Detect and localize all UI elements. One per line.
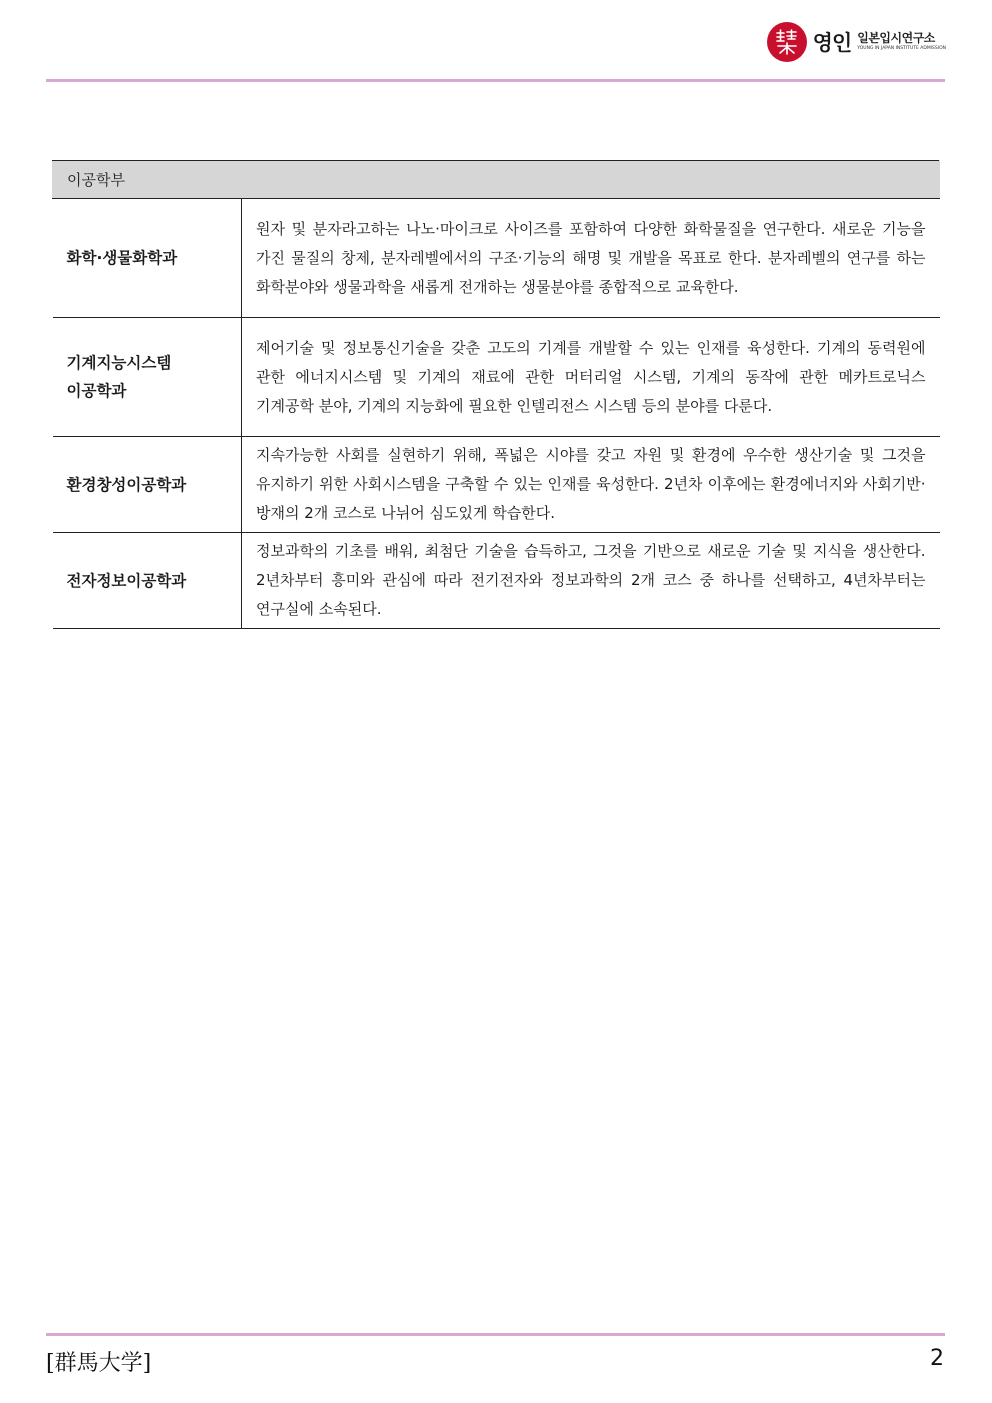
department-name (53, 199, 242, 318)
brand-name: 영인 (812, 31, 852, 55)
department-name-line: 환경창성이공학과 (66, 475, 187, 494)
department-description: 원자 및 분자라고하는 나노·마이크로 사이즈를 포함하여 다양한 화학물질을 연구한다. 새로운 기능을 가진 물질의 창제, 분자레벨에서의 구조·기능의 해명 및 개발을 목표로 한다. 분자레벨의 연구를 하는 화학분야와 생물과학을 새롭게 전개하는 생물분야를 종합적으로 교육한다. (242, 199, 940, 318)
department-name-line: 전자정보이공학과 (66, 571, 187, 590)
header-divider (46, 79, 945, 82)
brand-subtitle-block (857, 32, 946, 52)
table-header-row (53, 161, 940, 199)
header-logo (767, 22, 946, 62)
emblem-glyph-icon (772, 27, 802, 57)
department-name-line: 이공학과 (66, 382, 127, 400)
table-row (53, 199, 940, 318)
department-name (53, 533, 242, 629)
footer-university: [群馬大学] (46, 1351, 152, 1376)
table-row (53, 437, 940, 533)
university-emblem-icon (767, 22, 807, 62)
department-description: 정보과학의 기초를 배워, 최첨단 기술을 습득하고, 그것을 기반으로 새로운 기술 및 지식을 생산한다. 2년차부터 흥미와 관심에 따라 전기전자와 정보과학의 2개 코스 중 하나를 선택하고, 4년차부터는 연구실에 소속된다. (242, 533, 940, 629)
page-number: 2 (930, 1346, 944, 1371)
department-name (53, 437, 242, 533)
brand-english: YOUNG IN JAPAN INSTITUTE ADMISSION (857, 46, 946, 52)
footer-divider (46, 1333, 945, 1336)
table-row (53, 533, 940, 629)
department-name-line: 화학·생물화학과 (66, 249, 178, 267)
department-name (53, 318, 242, 437)
department-description: 지속가능한 사회를 실현하기 위해, 폭넓은 시야를 갖고 자원 및 환경에 우수한 생산기술 및 그것을 유지하기 위한 사회시스템을 구축할 수 있는 인재를 육성한다. 2년차 이후에는 환경에너지와 사회기반·방재의 2개 코스로 나뉘어 심도있게 학습한다. (242, 437, 940, 533)
brand-subtitle: 일본입시연구소 (857, 31, 935, 46)
section-title: 이공학부 (53, 161, 940, 199)
table-row (53, 318, 940, 437)
department-description: 제어기술 및 정보통신기술을 갖춘 고도의 기계를 개발할 수 있는 인재를 육성한다. 기계의 동력원에 관한 에너지시스템 및 기계의 재료에 관한 머터리얼 시스템, 기계의 동작에 관한 메카트로닉스 기계공학 분야, 기계의 지능화에 필요한 인텔리전스 시스템 등의 분야를 다룬다. (242, 318, 940, 437)
department-name-line: 기계지능시스템 (66, 354, 172, 372)
department-table (52, 160, 940, 629)
